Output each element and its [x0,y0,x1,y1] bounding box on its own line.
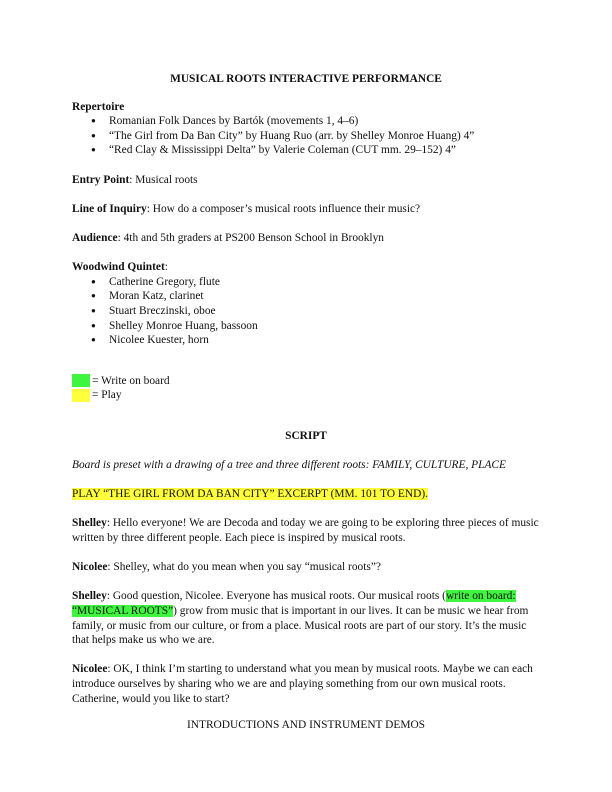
legend-write-swatch [72,374,90,387]
entry-point-label: Entry Point [72,173,130,186]
repertoire-item: ● “Red Clay & Mississippi Delta” by Valerie Coleman (CUT mm. 29–152) 4” [109,143,540,158]
dialogue-text: : Good question, Nicolee. Everyone has musical roots. Our musical roots ( [106,590,446,603]
play-cue [72,487,540,502]
quintet-member: ● Nicolee Kuester, horn [109,333,540,348]
entry-point-value: : Musical roots [129,173,198,186]
preset-note: Board is preset with a drawing of a tree and three different roots: FAMILY, CULTURE, PLACE [72,459,506,472]
audience [72,231,540,246]
quintet-heading-label: Woodwind Quintet [72,261,165,274]
play-cue-text: PLAY “THE GIRL FROM DA BAN CITY” EXCERPT (MM. 101 TO END). [72,488,428,501]
entry-point [72,173,540,188]
repertoire-list [72,114,540,158]
document-title: MUSICAL ROOTS INTERACTIVE PERFORMANCE [170,73,442,85]
quintet-member: ● Moran Katz, clarinet [109,289,540,304]
script-heading: SCRIPT [285,429,327,442]
dialogue-text: : Hello everyone! We are Decoda and today we are going to be exploring three pieces of music written by three different people. Each piece is inspired by musical roots. [72,517,539,545]
speaker-name: Nicolee [72,561,108,574]
line-of-inquiry [72,202,540,217]
quintet-member: ● Catherine Gregory, flute [109,275,540,290]
quintet-list [72,275,540,348]
speaker-name: Shelley [72,517,107,530]
legend-write-label: = Write on board [92,374,170,387]
script-line-shelley-1 [72,516,540,545]
audience-label: Audience [72,231,118,244]
dialogue-text: : Shelley, what do you mean when you say “musical roots”? [107,561,381,574]
dialogue-text: ) grow from music that is important in our lives. It can be music we hear from family, or music from our culture, or from a place. Musical roots are part of our story. It’s the music that helps make us who we are. [72,605,529,647]
script-line-shelley-2 [72,589,540,647]
document-page [72,72,540,733]
write-on-board-cue: write on board: “MUSICAL ROOTS” [72,590,516,617]
audience-value: : 4th and 5th graders at PS200 Benson School in Brooklyn [117,231,384,244]
quintet-heading-colon: : [164,261,168,274]
line-of-inquiry-label: Line of Inquiry [72,202,147,215]
speaker-name: Nicolee [72,663,108,676]
legend-play-label: = Play [92,389,122,402]
repertoire-item: ● Romanian Folk Dances by Bartók (movements 1, 4–6) [109,114,540,129]
dialogue-text: : OK, I think I’m starting to understand what you mean by musical roots. Maybe we can each introduce ourselves by sharing who we are and playing something from our own musical roots. Catherine, would you like to start? [72,663,533,705]
legend-play-swatch [72,389,90,402]
legend-play [72,388,540,403]
quintet-member: ● Stuart Breczinski, oboe [109,304,540,319]
repertoire-item: ● “The Girl from Da Ban City” by Huang Ruo (arr. by Shelley Monroe Huang) 4” [109,129,540,144]
line-of-inquiry-value: : How do a composer’s musical roots influence their music? [146,202,421,215]
repertoire-heading: Repertoire [72,100,125,113]
legend-write [72,374,540,389]
script-line-nicolee-1 [72,560,540,575]
next-section-heading: INTRODUCTIONS AND INSTRUMENT DEMOS [186,719,426,732]
speaker-name: Shelley [72,590,107,603]
script-line-nicolee-2 [72,662,540,706]
quintet-member: ● Shelley Monroe Huang, bassoon [109,319,540,334]
quintet-heading [72,260,540,275]
